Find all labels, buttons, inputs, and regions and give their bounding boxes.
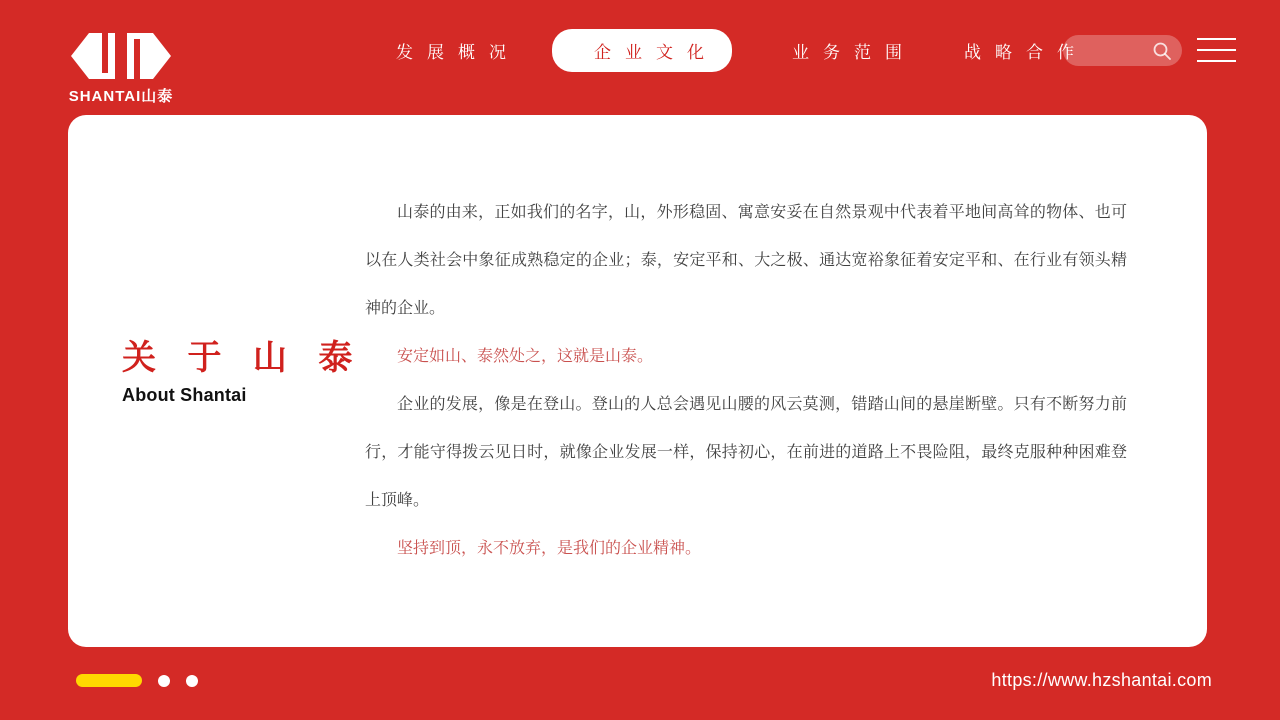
section-title-english: About Shantai: [122, 385, 247, 405]
paragraph-motto-2: 坚持到顶，永不放弃，是我们的企业精神。: [397, 540, 702, 557]
paragraph-motto-1: 安定如山、泰然处之，这就是山泰。: [397, 348, 654, 365]
top-navigation-bar: [0, 0, 1280, 105]
paragraph-origin: 山泰的由来，正如我们的名字，山，外形稳固、寓意安妥在自然景观中代表着平地间高耸的物体、也可以在人类社会中象征成熟稳定的企业；泰，安定平和、大之极、通达宽裕象征着安定平和、在行业有领头精神的企业。: [365, 204, 1127, 317]
main-nav: [358, 0, 1098, 100]
nav-item-development-overview[interactable]: 发展概况: [396, 42, 520, 62]
nav-item-corporate-culture[interactable]: 企业文化: [552, 29, 732, 72]
paragraph-climbing: 企业的发展，像是在登山。登山的人总会遇见山腰的风云莫测，错踏山间的悬崖断壁。只有不断努力前行，才能守得拨云见日时，就像企业发展一样，保持初心，在前进的道路上不畏险阻，最终克服种种困难登上顶峰。: [365, 396, 1127, 509]
section-title-block: [122, 330, 363, 406]
pagination-dot-2[interactable]: [158, 675, 170, 687]
nav-item-strategic-cooperation[interactable]: 战略合作: [964, 42, 1088, 62]
section-title-chinese: 关 于 山 泰: [122, 339, 364, 377]
search-box[interactable]: [1063, 35, 1182, 66]
search-input[interactable]: [1075, 35, 1161, 66]
logo-wordmark: SHANTAI山泰: [68, 88, 174, 105]
pagination-active-bar[interactable]: [76, 674, 142, 687]
pagination-dot-3[interactable]: [186, 675, 198, 687]
nav-item-business-scope[interactable]: 业务范围: [792, 42, 916, 62]
hamburger-menu-icon[interactable]: [1197, 38, 1236, 62]
carousel-pagination: [76, 674, 198, 687]
logo[interactable]: [68, 32, 174, 106]
about-text: [365, 189, 1127, 573]
logo-gate-icon: [69, 32, 173, 82]
about-content-card: [68, 115, 1207, 647]
site-url: https://www.hzshantai.com: [991, 670, 1212, 690]
